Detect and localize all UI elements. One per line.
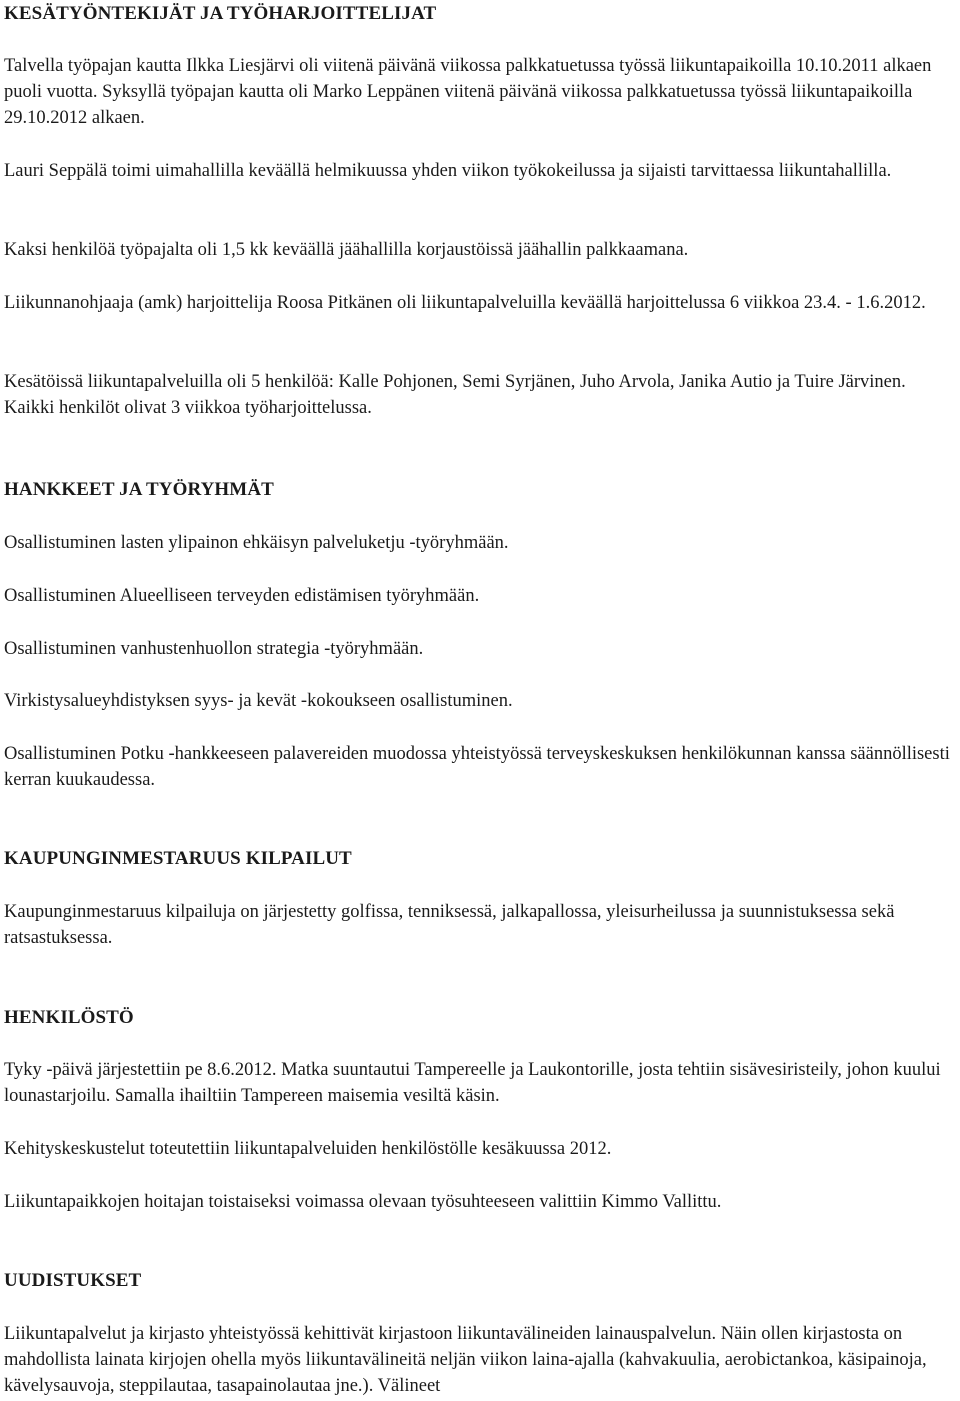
paragraph-project-4: Virkistysalueyhdistyksen syys- ja kevät -kokoukseen osallistuminen. <box>4 691 513 711</box>
paragraph-lauri-seppala: Lauri Seppälä toimi uimahallilla keväällä helmikuussa yhden viikon työkokeilussa ja sijaisti tarvittaessa liikuntahallilla. <box>4 161 892 181</box>
paragraph-development-talks: Kehityskeskustelut toteutettiin liikuntapalveluiden henkilöstölle kesäkuussa 2012. <box>4 1139 612 1159</box>
paragraph-project-3: Osallistuminen vanhustenhuollon strategia -työryhmään. <box>4 639 424 659</box>
section-heading-city-championships: KAUPUNGINMESTARUUS KILPAILUT <box>4 848 352 869</box>
paragraph-ice-hall-repairs: Kaksi henkilöä työpajalta oli 1,5 kk keväällä jäähallilla korjaustöissä jäähallin palkkaamana. <box>4 240 689 260</box>
paragraph-equipment-lending: Liikuntapalvelut ja kirjasto yhteistyössä kehittivät kirjastoon liikuntavälineiden lainauspalvelun. Näin ollen kirjastosta on mahdollista lainata kirjojen ohella myös liikuntavälineitä neljän viikon laina-ajalla (kahvakuulia, aerobictankoa, käsipainoja, kävelysauvoja, steppilautaa, tasapainolautaa jne.). Välineet <box>4 1324 927 1396</box>
paragraph-intern-roosa: Liikunnanohjaaja (amk) harjoittelija Roosa Pitkänen oli liikuntapalveluilla keväällä harjoittelussa 6 viikkoa 23.4. - 1.6.2012. <box>4 293 926 313</box>
paragraph-tyky-day: Tyky -päivä järjestettiin pe 8.6.2012. Matka suuntautui Tampereelle ja Laukontorille, josta tehtiin sisävesiristeily, johon kuului lounastarjoilu. Samalla ihailtiin Tampereen maisemia vesiltä käsin. <box>4 1060 941 1106</box>
paragraph-project-1: Osallistuminen lasten ylipainon ehkäisyn palveluketju -työryhmään. <box>4 533 509 553</box>
section-heading-summer-workers: KESÄTYÖNTEKIJÄT JA TYÖHARJOITTELIJAT <box>4 3 437 24</box>
section-heading-reforms: UUDISTUKSET <box>4 1270 142 1291</box>
section-heading-personnel: HENKILÖSTÖ <box>4 1007 134 1028</box>
paragraph-project-2: Osallistuminen Alueelliseen terveyden edistämisen työryhmään. <box>4 586 480 606</box>
paragraph-summer-jobs: Kesätöissä liikuntapalveluilla oli 5 henkilöä: Kalle Pohjonen, Semi Syrjänen, Juho Arvola, Janika Autio ja Tuire Järvinen. Kaikki henkilöt olivat 3 viikkoa työharjoittelussa. <box>4 372 906 418</box>
section-heading-projects: HANKKEET JA TYÖRYHMÄT <box>4 479 274 500</box>
paragraph-new-hire: Liikuntapaikkojen hoitajan toistaiseksi voimassa olevaan työsuhteeseen valittiin Kimmo Vallittu. <box>4 1192 722 1212</box>
paragraph-project-5: Osallistuminen Potku -hankkeeseen palavereiden muodossa yhteistyössä terveyskeskuksen henkilökunnan kanssa säännöllisesti kerran kuukaudessa. <box>4 744 950 790</box>
paragraph-championships: Kaupunginmestaruus kilpailuja on järjestetty golfissa, tenniksessä, jalkapallossa, yleisurheilussa ja suunnistuksessa sekä ratsastuksessa. <box>4 902 895 948</box>
paragraph-workshop-employees: Talvella työpajan kautta Ilkka Liesjärvi oli viitenä päivänä viikossa palkkatuetussa työssä liikuntapaikoilla 10.10.2011 alkaen puoli vuotta. Syksyllä työpajan kautta oli Marko Leppänen viitenä päivänä viikossa palkkatuetussa työssä liikuntapaikoilla 29.10.2012 alkaen. <box>4 56 932 128</box>
